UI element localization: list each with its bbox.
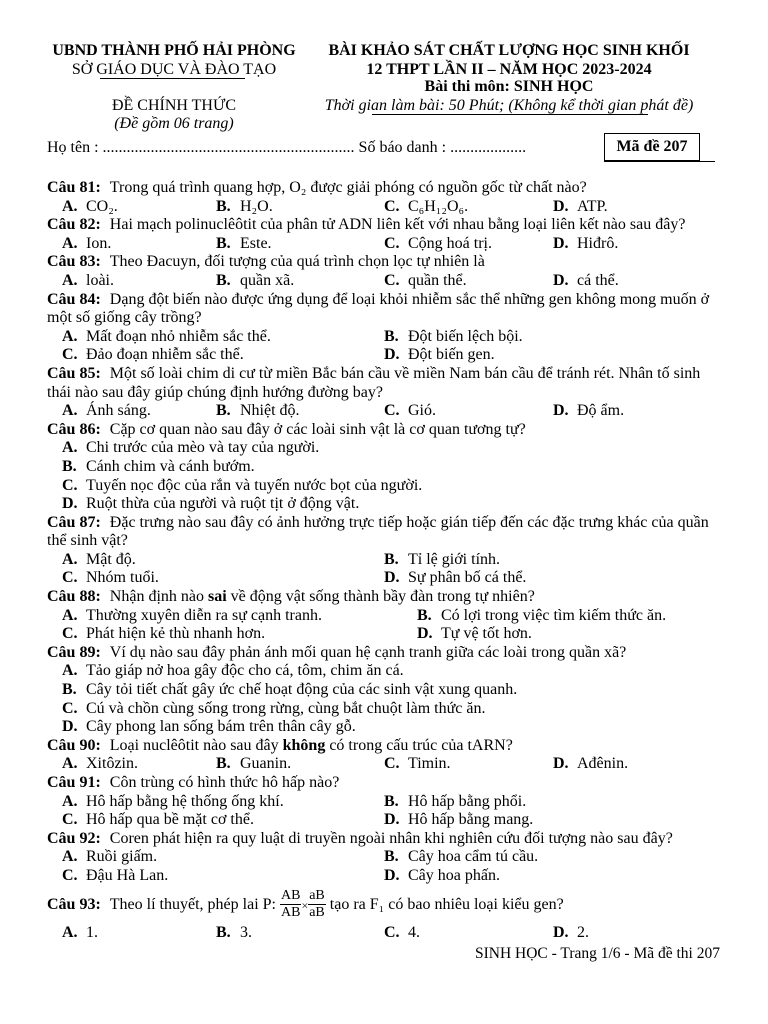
answer-options [47, 402, 721, 421]
option-letter: D. [553, 923, 569, 941]
answer-option-a [62, 439, 721, 458]
page-count-note: (Đề gồm 06 trang) [114, 115, 234, 132]
answer-options [47, 551, 721, 588]
option-letter: B. [62, 681, 77, 699]
option-letter: A. [62, 662, 78, 680]
answer-option-a [62, 793, 384, 812]
option-letter: A. [62, 848, 78, 866]
stem-text: Theo lí thuyết, phép lai P: [109, 895, 280, 913]
option-letter: D. [417, 625, 433, 643]
question-number: Câu 91: [47, 774, 101, 791]
answer-option-d [384, 346, 721, 365]
answer-options [47, 272, 721, 291]
option-text: Nhiệt độ. [240, 402, 300, 420]
answer-option-d [417, 625, 721, 644]
question-number: Câu 87: [47, 513, 101, 531]
question-stem [47, 886, 721, 924]
option-letter: C. [62, 346, 78, 364]
option-letter: B. [216, 197, 231, 215]
option-text: Ruột thừa của người và ruột tịt ở động vật. [86, 495, 360, 513]
option-text: Xitôzin. [86, 755, 138, 773]
question-87 [47, 514, 721, 588]
option-text: Đảo đoạn nhiễm sắc thể. [86, 346, 244, 364]
question-93 [47, 886, 721, 943]
option-text: Cây phong lan sống bám trên thân cây gỗ. [86, 718, 356, 736]
option-text: Mật độ. [86, 550, 136, 568]
option-letter: B. [417, 606, 432, 624]
question-number: Câu 83: [47, 253, 101, 271]
option-text: quần thể. [408, 271, 467, 289]
option-text: Hô hấp bằng phổi. [408, 792, 527, 810]
answer-option-c [384, 755, 553, 774]
option-text: Timin. [408, 755, 451, 773]
stem-text: Theo Đacuyn, đối tượng của quá trình chọn lọc tự nhiên là [109, 253, 485, 271]
question-number: Câu 81: [47, 179, 101, 196]
answer-option-a [62, 235, 216, 254]
question-number: Câu 89: [47, 643, 101, 661]
option-letter: A. [62, 234, 78, 252]
exam-title-line1: BÀI KHẢO SÁT CHẤT LƯỢNG HỌC SINH KHỐI [328, 42, 690, 59]
question-83 [47, 253, 721, 290]
answer-option-b [216, 272, 384, 291]
option-letter: B. [384, 792, 399, 810]
option-text: Hiđrô. [577, 234, 619, 252]
fraction-numerator: AB [280, 888, 301, 904]
exam-code-box [604, 133, 700, 161]
answer-option-a [62, 607, 417, 626]
answer-option-b [384, 328, 721, 347]
stem-text: Coren phát hiện ra quy luật di truyền ngoài nhân khi nghiên cứu đối tượng nào sau đây? [109, 829, 673, 847]
option-letter: D. [62, 718, 78, 736]
option-text: Độ ẩm. [577, 402, 625, 420]
answer-option-d [384, 811, 721, 830]
option-text: Tuyến nọc độc của rắn và tuyến nước bọt của người. [86, 476, 423, 494]
option-letter: C. [62, 569, 78, 587]
answer-option-c [62, 867, 384, 886]
stem-text: Một số loài chim di cư từ miền Bắc bán cầu về miền Nam bán cầu để tránh rét. Nhân tố sinh thái nào sau đây giúp chúng định hướng đường bay? [47, 364, 701, 401]
option-letter: C. [384, 197, 400, 215]
option-text: Thường xuyên diễn ra sự cạnh tranh. [86, 606, 322, 624]
answer-option-c [62, 477, 721, 496]
option-text: Phát hiện kẻ thù nhanh hơn. [86, 625, 266, 643]
option-letter: A. [62, 197, 78, 215]
option-letter: B. [216, 923, 231, 941]
option-text: Este. [240, 234, 272, 252]
answer-option-d [553, 235, 721, 254]
option-letter: B. [62, 457, 77, 475]
question-89 [47, 644, 721, 737]
option-text: 1. [86, 923, 98, 941]
option-letter: D. [384, 811, 400, 829]
option-text: Ađênin. [577, 755, 629, 773]
question-stem [47, 830, 721, 849]
question-stem [47, 253, 721, 272]
option-text: H₂O. [240, 197, 273, 215]
question-number: Câu 92: [47, 829, 101, 847]
answer-option-d [384, 867, 721, 886]
fraction-numerator: aB [309, 888, 325, 904]
option-text: Tảo giáp nở hoa gây độc cho cá, tôm, chim ăn cá. [86, 662, 404, 680]
question-stem [47, 737, 721, 756]
question-number: Câu 93: [47, 895, 101, 913]
question-stem [47, 514, 721, 551]
answer-option-d [553, 755, 721, 774]
answer-option-b [62, 458, 721, 477]
cross-sign: × [301, 897, 309, 912]
answer-option-b [216, 755, 384, 774]
option-letter: A. [62, 923, 78, 941]
question-number: Câu 90: [47, 736, 101, 754]
stem-text: Trong quá trình quang hợp, O₂ được giải phóng có nguồn gốc từ chất nào? [109, 179, 587, 196]
answer-option-c [62, 625, 417, 644]
question-92 [47, 830, 721, 886]
option-letter: C. [384, 923, 400, 941]
question-stem [47, 421, 721, 440]
option-text: Gió. [408, 402, 436, 420]
exam-subject: Bài thi môn: SINH HỌC [424, 78, 594, 95]
question-number: Câu 84: [47, 290, 101, 308]
stem-text: Cặp cơ quan nào sau đây ở các loài sinh vật là cơ quan tương tự? [109, 420, 526, 438]
agency-name: UBND THÀNH PHỐ HẢI PHÒNG [52, 42, 296, 59]
emphasized-word: không [282, 736, 326, 754]
answer-options [47, 755, 721, 774]
option-letter: C. [384, 271, 400, 289]
exam-duration: Thời gian làm bài: 50 Phút; (Không kể thời gian phát đề) [324, 97, 694, 114]
option-text: Đột biến gen. [408, 346, 495, 364]
option-letter: D. [553, 197, 569, 215]
option-text: Ruồi giấm. [86, 848, 158, 866]
answer-options [47, 328, 721, 365]
option-text: Chi trước của mèo và tay của người. [86, 439, 320, 457]
question-list [47, 179, 721, 942]
genotype-fraction [308, 888, 326, 921]
option-letter: B. [384, 848, 399, 866]
question-stem [47, 291, 721, 328]
option-letter: A. [62, 550, 78, 568]
option-text: Mất đoạn nhỏ nhiễm sắc thể. [86, 327, 271, 345]
option-text: Guanin. [240, 755, 292, 773]
answer-option-c [62, 811, 384, 830]
option-letter: B. [384, 550, 399, 568]
question-number: Câu 86: [47, 420, 101, 438]
emphasized-word: sai [207, 588, 227, 606]
answer-option-d [553, 402, 721, 421]
page-footer: SINH HỌC - Trang 1/6 - Mã đề thi 207 [475, 945, 720, 962]
option-letter: D. [553, 402, 569, 420]
option-letter: C. [62, 625, 78, 643]
answer-option-b [216, 924, 384, 943]
option-text: Sự phân bố cá thể. [408, 569, 527, 587]
option-letter: B. [216, 271, 231, 289]
option-text: Nhóm tuổi. [86, 569, 159, 587]
question-stem [47, 644, 721, 663]
stem-text: Hai mạch polinuclêôtit của phân tử ADN liên kết với nhau bằng loại liên kết nào sau đây? [109, 216, 686, 234]
question-86 [47, 421, 721, 514]
option-text: 2. [577, 923, 589, 941]
option-text: quần xã. [240, 271, 295, 289]
answer-option-a [62, 551, 384, 570]
option-letter: C. [384, 402, 400, 420]
option-letter: A. [62, 271, 78, 289]
option-letter: C. [384, 755, 400, 773]
answer-option-d [62, 495, 721, 514]
option-text: C₆H₁₂O₆. [408, 197, 469, 215]
duration-divider-line [372, 114, 648, 115]
answer-options [47, 198, 721, 217]
stem-text: Ví dụ nào sau đây phản ánh mối quan hệ cạnh tranh giữa các loài trong quần xã? [109, 643, 627, 661]
option-text: Ánh sáng. [86, 402, 151, 420]
answer-option-a [62, 924, 216, 943]
option-letter: D. [553, 271, 569, 289]
answer-option-a [62, 272, 216, 291]
stem-text: Loại nuclêôtit nào sau đây [109, 736, 283, 754]
option-letter: A. [62, 755, 78, 773]
option-letter: B. [216, 755, 231, 773]
option-letter: A. [62, 606, 78, 624]
stem-text: Côn trùng có hình thức hô hấp nào? [109, 774, 340, 791]
option-text: CO₂. [86, 197, 118, 215]
answer-option-c [384, 198, 553, 217]
stem-text: Nhận định nào [109, 588, 208, 606]
answer-option-d [553, 924, 721, 943]
answer-option-c [384, 272, 553, 291]
answer-option-d [62, 718, 721, 737]
question-number: Câu 82: [47, 216, 101, 234]
candidate-info-line [47, 139, 526, 157]
option-letter: C. [384, 234, 400, 252]
answer-option-c [62, 569, 384, 588]
official-status: ĐỀ CHÍNH THỨC [111, 97, 237, 114]
fraction-denominator: AB [280, 905, 301, 921]
answer-option-b [384, 551, 721, 570]
option-letter: A. [62, 792, 78, 810]
option-text: cá thể. [577, 271, 619, 289]
question-82 [47, 216, 721, 253]
option-text: Cây hoa cẩm tú cầu. [408, 848, 539, 866]
option-text: Ion. [86, 234, 112, 252]
candidate-name-field: Họ tên : ............................................................... [47, 139, 355, 156]
question-88 [47, 588, 721, 644]
option-letter: C. [62, 811, 78, 829]
option-text: Cây tỏi tiết chất gây ức chế hoạt động của các sinh vật xung quanh. [86, 681, 518, 699]
stem-text: về động vật sống thành bầy đàn trong tự nhiên? [226, 588, 535, 606]
candidate-id-field: Số báo danh : ................... [358, 139, 527, 156]
option-letter: D. [553, 755, 569, 773]
answer-option-a [62, 402, 216, 421]
question-number: Câu 85: [47, 364, 101, 382]
stem-text: tạo ra F₁ có bao nhiêu loại kiểu gen? [325, 895, 564, 913]
question-stem [47, 365, 721, 402]
question-81 [47, 179, 721, 216]
option-letter: B. [216, 402, 231, 420]
option-text: Cộng hoá trị. [408, 234, 492, 252]
option-text: Tỉ lệ giới tính. [408, 550, 501, 568]
option-text: Đột biến lệch bội. [408, 327, 523, 345]
question-stem [47, 588, 721, 607]
exam-code-underline [604, 161, 715, 162]
question-84 [47, 291, 721, 365]
department-name: SỞ GIÁO DỤC VÀ ĐÀO TẠO [71, 61, 277, 78]
option-letter: C. [62, 476, 78, 494]
option-text: Cánh chim và cánh bướm. [86, 457, 255, 475]
option-letter: D. [384, 866, 400, 884]
question-stem [47, 774, 721, 793]
option-letter: D. [62, 495, 78, 513]
option-text: loài. [86, 271, 114, 289]
answer-option-b [384, 793, 721, 812]
answer-option-a [62, 662, 721, 681]
answer-option-a [62, 848, 384, 867]
exam-title-line2: 12 THPT LẦN II – NĂM HỌC 2023-2024 [366, 61, 652, 78]
fraction-denominator: aB [309, 905, 325, 921]
option-letter: A. [62, 327, 78, 345]
answer-options [47, 439, 721, 513]
department-divider-line [100, 78, 245, 79]
option-text: Cú và chồn cùng sống trong rừng, cùng bắt chuột làm thức ăn. [86, 699, 486, 717]
answer-option-d [384, 569, 721, 588]
answer-options [47, 924, 721, 943]
answer-option-b [216, 402, 384, 421]
answer-options [47, 607, 721, 644]
option-letter: D. [384, 569, 400, 587]
answer-option-b [216, 198, 384, 217]
question-stem [47, 216, 721, 235]
answer-option-b [417, 607, 721, 626]
option-text: Cây hoa phấn. [408, 866, 500, 884]
option-text: Có lợi trong việc tìm kiếm thức ăn. [441, 606, 667, 624]
answer-option-a [62, 198, 216, 217]
answer-option-b [216, 235, 384, 254]
question-90 [47, 737, 721, 774]
option-letter: B. [216, 234, 231, 252]
stem-text: có trong cấu trúc của tARN? [325, 736, 513, 754]
answer-options [47, 662, 721, 736]
question-91 [47, 774, 721, 830]
answer-options [47, 793, 721, 830]
stem-text: Đặc trưng nào sau đây có ảnh hưởng trực tiếp hoặc gián tiếp đến các đặc trưng khác của quần thể sinh vật? [47, 513, 709, 550]
answer-option-c [62, 346, 384, 365]
option-text: Hô hấp qua bề mặt cơ thể. [86, 811, 254, 829]
exam-code: Mã đề 207 [616, 138, 688, 155]
option-letter: D. [384, 346, 400, 364]
answer-option-c [384, 924, 553, 943]
answer-option-c [384, 235, 553, 254]
answer-option-a [62, 755, 216, 774]
answer-options [47, 235, 721, 254]
answer-option-b [384, 848, 721, 867]
option-text: Tự vệ tốt hơn. [441, 625, 532, 643]
question-number: Câu 88: [47, 588, 101, 606]
option-text: ATP. [577, 197, 608, 215]
answer-option-d [553, 272, 721, 291]
question-85 [47, 365, 721, 421]
option-text: Đậu Hà Lan. [86, 866, 169, 884]
option-letter: A. [62, 439, 78, 457]
option-text: Hô hấp bằng mang. [408, 811, 534, 829]
stem-text: Dạng đột biến nào được ứng dụng để loại khỏi nhiễm sắc thể những gen không mong muốn ở một số giống cây trồng? [47, 290, 710, 327]
answer-option-c [62, 700, 721, 719]
answer-option-b [62, 681, 721, 700]
answer-option-c [384, 402, 553, 421]
option-text: 4. [408, 923, 420, 941]
answer-option-d [553, 198, 721, 217]
genotype-fraction [280, 888, 301, 921]
option-letter: C. [62, 699, 78, 717]
question-stem [47, 179, 721, 198]
option-letter: A. [62, 402, 78, 420]
answer-options [47, 848, 721, 885]
option-letter: D. [553, 234, 569, 252]
option-text: Hô hấp bằng hệ thống ống khí. [86, 792, 284, 810]
option-letter: C. [62, 866, 78, 884]
answer-option-a [62, 328, 384, 347]
option-letter: B. [384, 327, 399, 345]
option-text: 3. [240, 923, 252, 941]
